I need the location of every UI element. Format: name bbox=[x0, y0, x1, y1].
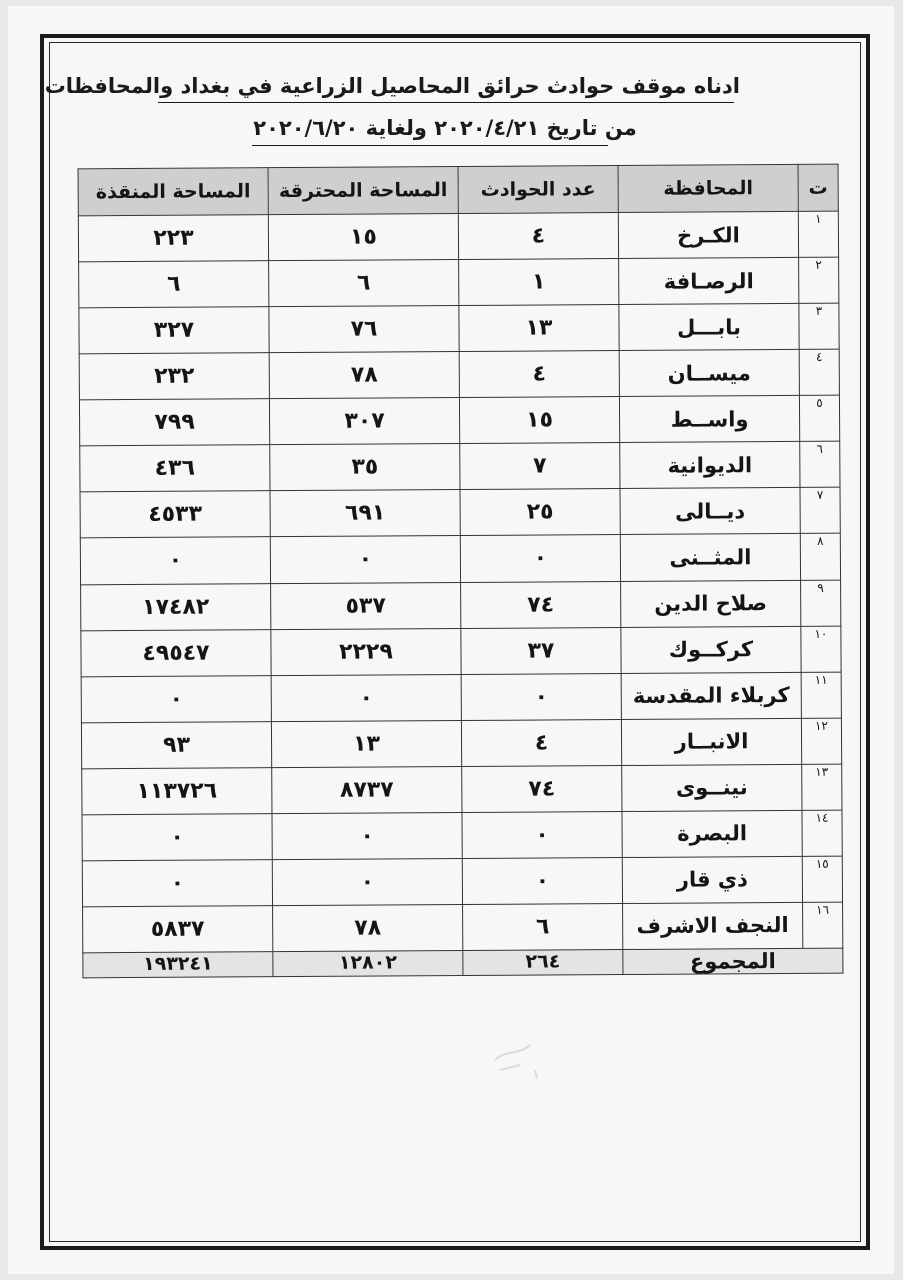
row-rescued-area: ٤٣٦ bbox=[80, 445, 270, 492]
row-seq: ١٤ bbox=[802, 810, 842, 856]
row-seq: ١٢ bbox=[801, 718, 841, 764]
table-row bbox=[83, 902, 843, 953]
row-seq: ٥ bbox=[799, 395, 839, 441]
row-incidents: ٤ bbox=[458, 213, 618, 260]
row-rescued-area: ٢٢٣ bbox=[78, 215, 268, 262]
row-incidents: ١٥ bbox=[459, 397, 619, 444]
row-rescued-area: ٠ bbox=[82, 813, 272, 860]
row-seq: ١٦ bbox=[803, 902, 843, 948]
row-seq: ١٣ bbox=[802, 764, 842, 810]
row-burned-area: ٠ bbox=[272, 812, 462, 859]
document-title: ادناه موقف حوادث حرائق المحاصيل الزراعية في بغداد والمحافظات bbox=[44, 74, 740, 98]
row-burned-area: ٦ bbox=[269, 260, 459, 307]
row-incidents: ٠ bbox=[462, 811, 622, 858]
ink-smudge bbox=[490, 1030, 550, 1080]
row-rescued-area: ٦ bbox=[79, 261, 269, 308]
table-row bbox=[79, 303, 839, 354]
row-incidents: ٦ bbox=[463, 903, 623, 950]
table-row bbox=[81, 626, 841, 677]
row-seq: ٦ bbox=[800, 441, 840, 487]
row-burned-area: ١٣ bbox=[271, 720, 461, 767]
header-incidents: عدد الحوادث bbox=[458, 166, 618, 214]
row-governorate: النجف الاشرف bbox=[623, 902, 803, 949]
row-seq: ٧ bbox=[800, 488, 840, 534]
row-rescued-area: ٥٨٣٧ bbox=[83, 906, 273, 953]
row-governorate: واســط bbox=[619, 396, 799, 443]
row-burned-area: ٧٦ bbox=[269, 306, 459, 353]
table-body bbox=[78, 211, 842, 953]
row-governorate: ميســان bbox=[619, 350, 799, 397]
header-governorate: المحافظة bbox=[618, 164, 798, 212]
table-row bbox=[82, 764, 842, 815]
table-row bbox=[78, 211, 838, 262]
row-governorate: الديوانية bbox=[620, 442, 800, 489]
row-governorate: الانبــار bbox=[621, 718, 801, 765]
row-seq: ٨ bbox=[800, 534, 840, 580]
row-governorate: كربلاء المقدسة bbox=[621, 672, 801, 719]
table-row bbox=[79, 257, 839, 308]
row-incidents: ٧٤ bbox=[462, 765, 622, 812]
row-incidents: ٤ bbox=[459, 351, 619, 398]
table-row bbox=[79, 349, 839, 400]
row-rescued-area: ٧٩٩ bbox=[79, 399, 269, 446]
row-rescued-area: ٩٣ bbox=[81, 721, 271, 768]
row-incidents: ٧٤ bbox=[461, 581, 621, 628]
row-burned-area: ٦٩١ bbox=[270, 490, 460, 537]
table-row bbox=[80, 441, 840, 492]
row-seq: ٤ bbox=[799, 349, 839, 395]
row-seq: ٢ bbox=[799, 257, 839, 303]
row-governorate: بابـــل bbox=[619, 304, 799, 351]
row-governorate: ديــالى bbox=[620, 488, 800, 535]
row-burned-area: ٣٥ bbox=[270, 444, 460, 491]
row-governorate: البصرة bbox=[622, 810, 802, 857]
row-burned-area: ٣٠٧ bbox=[269, 398, 459, 445]
row-seq: ٣ bbox=[799, 303, 839, 349]
row-governorate: ذي قار bbox=[622, 856, 802, 903]
header-seq: ت bbox=[798, 164, 838, 211]
row-seq: ١ bbox=[798, 211, 838, 257]
row-burned-area: ٢٢٢٩ bbox=[271, 628, 461, 675]
table-row bbox=[80, 488, 840, 539]
row-rescued-area: ٣٢٧ bbox=[79, 307, 269, 354]
total-incidents: ٢٦٤ bbox=[463, 950, 623, 976]
table-total-row bbox=[83, 948, 843, 978]
row-burned-area: ٧٨ bbox=[269, 352, 459, 399]
row-burned-area: ٨٧٣٧ bbox=[272, 766, 462, 813]
row-burned-area: ٧٨ bbox=[273, 904, 463, 951]
row-governorate: نينــوى bbox=[622, 764, 802, 811]
row-rescued-area: ٤٥٣٣ bbox=[80, 491, 270, 538]
row-seq: ١٠ bbox=[801, 626, 841, 672]
row-rescued-area: ١١٣٧٢٦ bbox=[82, 767, 272, 814]
row-burned-area: ٠ bbox=[271, 674, 461, 721]
row-incidents: ٠ bbox=[462, 857, 622, 904]
row-rescued-area: ٠ bbox=[82, 860, 272, 907]
table-row bbox=[81, 718, 841, 769]
row-governorate: كركــوك bbox=[621, 626, 801, 673]
row-incidents: ١ bbox=[459, 259, 619, 306]
table-header-row bbox=[78, 164, 838, 216]
row-governorate: صلاح الدين bbox=[621, 580, 801, 627]
row-rescued-area: ٠ bbox=[81, 675, 271, 722]
row-rescued-area: ١٧٤٨٢ bbox=[81, 583, 271, 630]
row-burned-area: ٥٣٧ bbox=[271, 582, 461, 629]
row-rescued-area: ٤٩٥٤٧ bbox=[81, 629, 271, 676]
table-row bbox=[81, 580, 841, 631]
header-rescued-area: المساحة المنقذة bbox=[78, 168, 268, 216]
row-incidents: ٣٧ bbox=[461, 627, 621, 674]
document-date-range: من تاريخ ٢٠٢٠/٤/٢١ ولغاية ٢٠٢٠/٦/٢٠ bbox=[253, 116, 637, 140]
row-seq: ٩ bbox=[801, 580, 841, 626]
row-incidents: ٠ bbox=[460, 535, 620, 582]
row-seq: ١١ bbox=[801, 672, 841, 718]
table-row bbox=[80, 534, 840, 585]
row-incidents: ٢٥ bbox=[460, 489, 620, 536]
total-label: المجموع bbox=[623, 948, 843, 974]
table-row bbox=[79, 395, 839, 446]
row-burned-area: ٠ bbox=[272, 858, 462, 905]
table-row bbox=[81, 672, 841, 723]
title-underline bbox=[158, 102, 734, 103]
table-row bbox=[82, 856, 842, 907]
row-incidents: ٤ bbox=[461, 719, 621, 766]
row-rescued-area: ٠ bbox=[80, 537, 270, 584]
row-incidents: ٠ bbox=[461, 673, 621, 720]
header-burned-area: المساحة المحترقة bbox=[268, 167, 458, 215]
row-governorate: المثــنى bbox=[620, 534, 800, 581]
total-burned-area: ١٢٨٠٢ bbox=[273, 950, 463, 976]
date-underline bbox=[252, 145, 608, 146]
table-row bbox=[82, 810, 842, 861]
row-seq: ١٥ bbox=[802, 856, 842, 902]
total-rescued-area: ١٩٣٢٤١ bbox=[83, 952, 273, 978]
fires-report-table bbox=[78, 164, 844, 979]
row-burned-area: ١٥ bbox=[268, 214, 458, 261]
row-governorate: الرصـافة bbox=[619, 257, 799, 304]
row-rescued-area: ٢٣٢ bbox=[79, 353, 269, 400]
row-incidents: ٧ bbox=[460, 443, 620, 490]
row-burned-area: ٠ bbox=[270, 536, 460, 583]
row-governorate: الكـرخ bbox=[618, 211, 798, 258]
row-incidents: ١٣ bbox=[459, 305, 619, 352]
